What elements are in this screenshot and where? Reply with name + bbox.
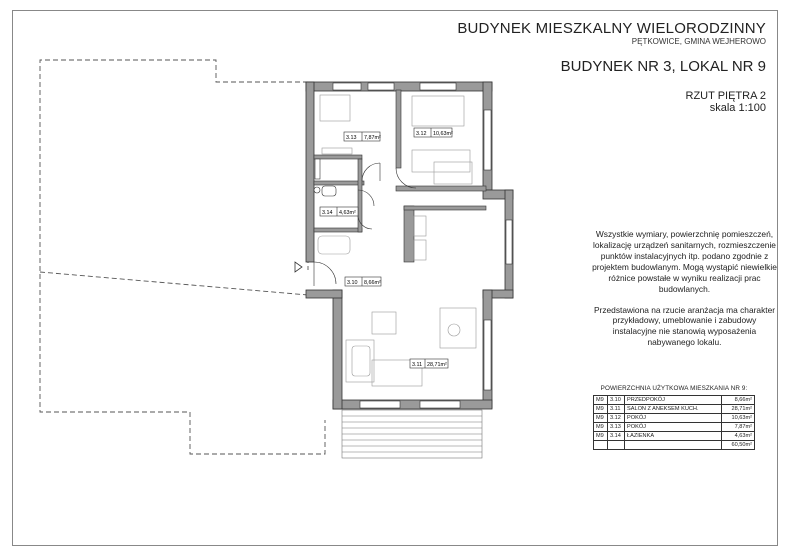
row-area: 7,87m² bbox=[722, 423, 755, 432]
row-number: 3.12 bbox=[608, 414, 625, 423]
room-label-311 bbox=[410, 359, 448, 368]
room-311-number: 3.11 bbox=[412, 362, 423, 368]
row-area: 28,71m² bbox=[722, 405, 755, 414]
table-total-row bbox=[594, 441, 755, 450]
building-title: BUDYNEK MIESZKALNY WIELORODZINNY bbox=[457, 20, 766, 37]
row-unit: M9 bbox=[594, 396, 608, 405]
notes-paragraph-1: Wszystkie wymiary, powierzchnię pomieszczeń, lokalizację urządzeń sanitarnych, rozmieszczenie punktów instalacyjnych itp. podano zgodnie z projektem budowlanym. Mogą wystąpić niewielkie różnice powstałe w wyniku realizacji prac budowlanych. bbox=[592, 229, 777, 294]
row-name: SALON Z ANEKSEM KUCH. bbox=[625, 405, 722, 414]
room-label-314 bbox=[320, 207, 358, 216]
unit-title: BUDYNEK NR 3, LOKAL NR 9 bbox=[560, 58, 766, 76]
room-312-area: 10,63m² bbox=[433, 131, 453, 137]
notes-paragraph-2: Przedstawiona na rzucie aranżacja ma charakter przykładowy, umeblowanie i zabudowy instalacyjne nie stanowią wyposażenia nabywanego lokalu. bbox=[593, 304, 776, 348]
row-number: 3.11 bbox=[608, 405, 625, 414]
scale-label: skala 1:100 bbox=[709, 102, 766, 115]
row-unit: M9 bbox=[594, 414, 608, 423]
room-313-number: 3.13 bbox=[346, 135, 357, 141]
room-313-area: 7,87m² bbox=[364, 135, 381, 141]
table-row bbox=[594, 405, 755, 414]
row-unit: M9 bbox=[594, 423, 608, 432]
room-314-area: 4,63m² bbox=[339, 210, 356, 216]
total-blank bbox=[608, 441, 625, 450]
row-area: 10,63m² bbox=[722, 414, 755, 423]
row-number: 3.14 bbox=[608, 432, 625, 441]
total-blank bbox=[625, 441, 722, 450]
balcony bbox=[342, 410, 482, 458]
row-name: PRZEDPOKÓJ bbox=[625, 396, 722, 405]
location-text: PĘTKOWICE, GMINA WEJHEROWO bbox=[631, 37, 766, 47]
row-area: 4,63m² bbox=[722, 432, 755, 441]
area-total: 60,50m² bbox=[722, 441, 755, 450]
row-name: POKÓJ bbox=[625, 423, 722, 432]
entrance-triangle-icon bbox=[295, 262, 302, 272]
room-310-number: 3.10 bbox=[347, 280, 358, 286]
room-311-area: 28,71m² bbox=[427, 362, 447, 368]
area-table bbox=[593, 385, 755, 450]
row-name: ŁAZIENKA bbox=[625, 432, 722, 441]
bathroom-fixtures bbox=[314, 159, 336, 196]
area-table-caption: POWIERZCHNIA UŻYTKOWA MIESZKANIA NR 9: bbox=[600, 385, 748, 392]
room-label-312 bbox=[414, 128, 453, 137]
area-table-grid bbox=[593, 395, 755, 450]
table-row bbox=[594, 432, 755, 441]
room-label-310 bbox=[345, 277, 381, 286]
room-310-area: 8,66m² bbox=[364, 280, 381, 286]
table-row bbox=[594, 414, 755, 423]
floor-label: RZUT PIĘTRA 2 bbox=[685, 89, 766, 102]
row-name: POKÓJ bbox=[625, 414, 722, 423]
row-unit: M9 bbox=[594, 432, 608, 441]
neighbour-outline-dashed bbox=[40, 60, 325, 454]
table-row bbox=[594, 423, 755, 432]
room-312-number: 3.12 bbox=[416, 131, 427, 137]
title-block bbox=[457, 20, 766, 115]
row-number: 3.10 bbox=[608, 396, 625, 405]
total-blank bbox=[594, 441, 608, 450]
row-area: 8,66m² bbox=[722, 396, 755, 405]
notes bbox=[592, 229, 777, 358]
table-row bbox=[594, 396, 755, 405]
neighbour-divider-dashed bbox=[40, 272, 308, 295]
room-314-number: 3.14 bbox=[322, 210, 333, 216]
row-unit: M9 bbox=[594, 405, 608, 414]
room-label-313 bbox=[344, 132, 381, 141]
row-number: 3.13 bbox=[608, 423, 625, 432]
